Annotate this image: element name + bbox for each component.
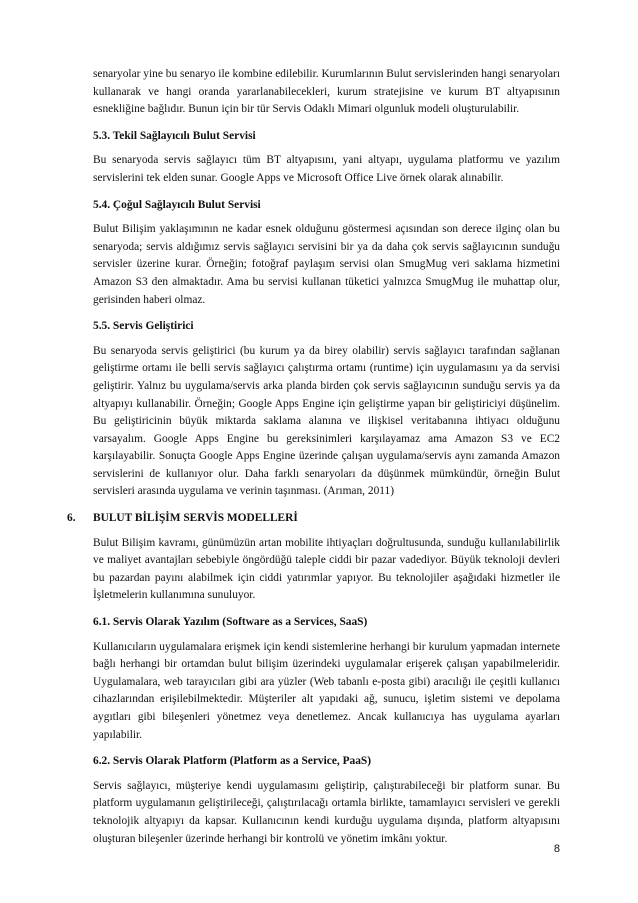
section-paragraph-5-5: Bu senaryoda servis geliştirici (bu kurum ya da birey olabilir) servis sağlayıcı tarafından sağlanan geliştirme ortamı ile belli servis sağlayıcı çalıştırma ortamı (runtime) için uygulamasını ya da servisi geliştirir. Yalnız bu uygulama/servis arka planda birden çok servis sağlayıcının sunduğu servis ya da altyapıyı kullanabilir. Örneğin; Google Apps Engine için geliştirme yapan bir geliştiriciyi düşünelim. Bu geliştiricinin büyük miktarda saklama alanına ve ilişkisel veritabanına ihtiyacı olduğunu varsayalım. Google Apps Engine bu gereksinimleri karşılayamaz ama Amazon S3 ve EC2 karşılayabilir. Sonuçta Google Apps Engine üzerinde çalışan uygulama/servis aynı zamanda Amazon servislerini de kullanıyor olur. Daha farklı senaryoları da düşünmek mümkündür, örneğin Bulut servisleri arasında uygulama ve verinin taşınması. (Arıman, 2011) (93, 344, 560, 498)
section-paragraph-5-3: Bu senaryoda servis sağlayıcı tüm BT altyapısını, yani altyapı, uygulama platformu ve yazılım servislerini tek elden sunar. Google Apps ve Microsoft Office Live örnek olarak alınabilir. (93, 154, 560, 184)
section-paragraph-6-1: Kullanıcıların uygulamalara erişmek için kendi sistemlerine herhangi bir kurulum yapmadan internete bağlı herhangi bir ortamdan bulut bilişim üzerindeki uygulamalar erişerek çalışan yapabilmeleridir. Uygulamalara, web tarayıcıları gibi ara yüzler (Web tabanlı e-posta gibi) aracılığı ile çeşitli kullanıcı cihazlarından erişilebilmektedir. Müşteriler alt yapıdaki ağ, sunucu, işletim sistemi ve depolama aygıtları gibi bileşenleri yönetmez veya denetlemez. Ancak kullanıcıya has uygulama ayarları yapılabilir. (93, 640, 560, 741)
page-number: 8 (553, 843, 560, 855)
section-paragraph-6-2: Servis sağlayıcı, müşteriye kendi uygulamasını geliştirip, çalıştırabileceği bir platform sunar. Bu platform uygulamanın geliştirileceği, çalıştırılacağı ortamla birlikte, tamamlayıcı servisleri ve gerekli teknolojik altyapıyı da kapsar. Kullanıcının kendi kurduğu uygulama dışında, platform altyapısını oluşturan bileşenler üzerinde herhangi bir kontrolü ve yönetim imkânı yoktur. (93, 779, 560, 845)
main-section-heading (67, 510, 560, 528)
main-section-number: 6. (67, 512, 76, 525)
section-heading-5-3: 5.3. Tekil Sağlayıcılı Bulut Servisi (93, 129, 256, 142)
section-heading-6-1: 6.1. Servis Olarak Yazılım (Software as a Services, SaaS) (93, 616, 368, 629)
main-section-paragraph: Bulut Bilişim kavramı, günümüzün artan mobilite ihtiyaçları doğrultusunda, sunduğu kullanılabilirlik ve maliyet avantajları sebebiyle öngördüğü taleple ciddi bir pazar vadediyor. Büyük teknoloji devleri bu pazardan payını alabilmek için ciddi yatırımlar yapıyor. Bu teknolojiler aşağıdaki hizmetler ile İşletmelerin kullanımına sunuluyor. (93, 536, 560, 602)
section-heading-6-2: 6.2. Servis Olarak Platform (Platform as a Service, PaaS) (93, 755, 372, 768)
section-heading-5-4: 5.4. Çoğul Sağlayıcılı Bulut Servisi (93, 198, 261, 211)
intro-paragraph: senaryolar yine bu senaryo ile kombine edilebilir. Kurumlarının Bulut servislerinden hangi senaryoları kullanarak ve hangi oranda yararlanabilecekleri, kurum stratejisine ve kurum BT altyapısının esnekliğine bağlıdır. Bunun için bir tür Servis Odaklı Mimari olgunluk modeli oluşturulabilir. (93, 68, 560, 116)
section-paragraph-5-4: Bulut Bilişim yaklaşımının ne kadar esnek olduğunu göstermesi açısından son derece ilginç olan bu senaryoda; servis aldığımız servis sağlayıcı servisini bir ya da daha çok servis sağlayıcının sunduğu servisler üzerine kurar. Örneğin; fotoğraf paylaşım servisi olan SmugMug veri saklama hizmetini Amazon S3 den almaktadır. Ama bu servisi kullanan tüketici yalnızca SmugMug ile muhattap olur, gerisinden haberi olmaz. (93, 223, 560, 306)
page-body (67, 66, 560, 848)
main-section-title: BULUT BİLİŞİM SERVİS MODELLERİ (93, 512, 298, 525)
section-heading-5-5: 5.5. Servis Geliştirici (93, 320, 194, 333)
